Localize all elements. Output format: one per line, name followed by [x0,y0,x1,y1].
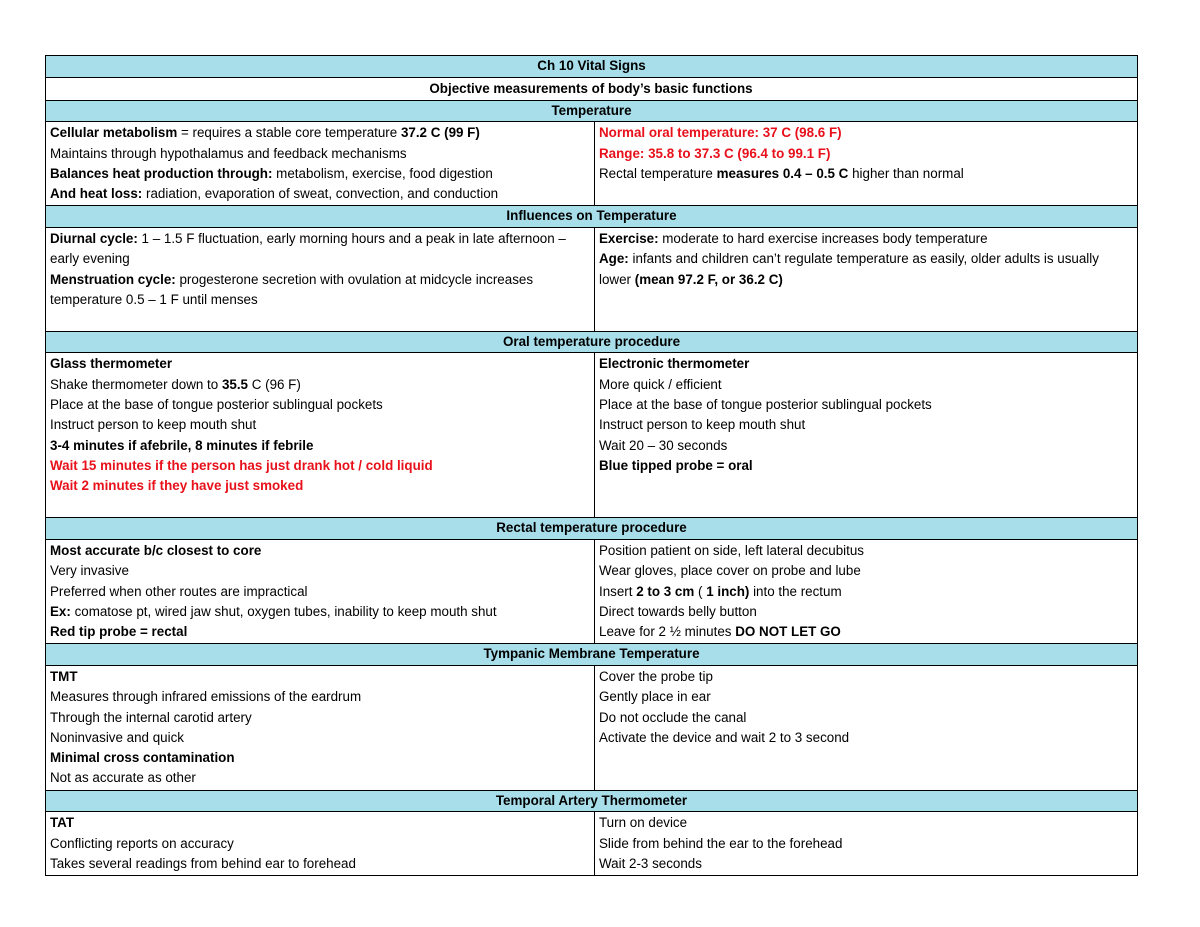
note-text: 37.2 C (99 F) [400,125,480,141]
note-text: Balances heat production through: [50,165,273,181]
note-text: 1 – 1.5 F fluctuation, early morning hours and a peak in late afternoon – early evening [50,230,566,267]
note-line [599,229,1132,249]
note-text: 35.5 [221,376,248,392]
temporal-artery-thermometer-right-cell [595,812,1138,876]
note-text: TAT [50,815,75,831]
note-line [50,622,589,642]
note-line [50,813,589,833]
tympanic-membrane-temperature-left-cell [46,665,595,790]
note-line [50,768,589,788]
temperature-right-cell [595,122,1138,206]
note-text: Menstruation cycle: [50,271,176,287]
note-line [50,144,589,164]
note-text: Range: 35.8 to 37.3 C (96.4 to 99.1 F) [599,145,831,161]
note-line [50,476,589,496]
note-line [599,456,1132,476]
section-header-row [46,790,1138,812]
section-header-row [46,100,1138,122]
note-line [599,602,1132,622]
note-text: Diurnal cycle: [50,230,138,246]
note-text: Shake thermometer down to [50,376,222,392]
note-line [50,164,589,184]
tympanic-membrane-temperature-right-cell [595,665,1138,790]
note-line [50,184,589,204]
note-line [50,834,589,854]
note-line [599,813,1132,833]
note-line [599,561,1132,581]
note-text: 2 to 3 cm [636,583,695,599]
note-text: And heat loss: [50,186,143,202]
note-line [599,144,1132,164]
note-line [50,687,589,707]
note-line [50,123,589,143]
note-text: Minimal cross contamination [50,750,235,766]
note-text: Place at the base of tongue posterior sublingual pockets [599,397,932,413]
section-header-temporal-artery-thermometer: Temporal Artery Thermometer [46,790,1138,812]
section-content-row [46,665,1138,790]
note-text: Place at the base of tongue posterior sublingual pockets [50,397,383,413]
note-text: infants and children can’t regulate temperature as easily, older adults is usually lower [599,251,1099,287]
section-content-row [46,812,1138,876]
note-line [599,436,1132,456]
section-header-row [46,331,1138,353]
note-text: (mean 97.2 F, or 36.2 C) [634,271,783,287]
note-text: 1 inch) [706,583,750,599]
note-text: metabolism, exercise, food digestion [272,165,493,181]
note-line [599,667,1132,687]
note-text: Wait 15 minutes if the person has just drank hot / cold liquid [50,457,433,473]
note-text: Normal oral temperature: 37 C (98.6 F) [599,125,842,141]
oral-temperature-procedure-right-cell [595,353,1138,518]
temperature-left-cell [46,122,595,206]
note-line [50,375,589,395]
oral-temperature-procedure-left-cell [46,353,595,518]
note-text: comatose pt, wired jaw shut, oxygen tubes, inability to keep mouth shut [70,603,497,619]
section-header-influences-on-temperature: Influences on Temperature [46,206,1138,228]
note-text: higher than normal [848,165,964,181]
note-line [599,834,1132,854]
section-content-row [46,539,1138,643]
vital-signs-table [45,55,1138,876]
section-content-row [46,353,1138,518]
note-text: Gently place in ear [599,689,711,705]
note-text: into the rectum [749,583,842,599]
section-header-tympanic-membrane-temperature: Tympanic Membrane Temperature [46,644,1138,666]
note-text: Instruct person to keep mouth shut [50,417,257,433]
note-text: Blue tipped probe = oral [599,457,753,473]
note-text: Position patient on side, left lateral decubitus [599,542,865,558]
note-text: = requires a stable core temperature [177,125,401,141]
rectal-temperature-procedure-left-cell [46,539,595,643]
note-text: Slide from behind the ear to the forehead [599,835,843,851]
note-text: 3-4 minutes if afebrile, 8 minutes if febrile [50,437,314,453]
note-line [599,622,1132,642]
note-text: Leave for 2 ½ minutes [599,624,736,640]
note-text: Activate the device and wait 2 to 3 second [599,729,850,745]
note-text: Turn on device [599,815,688,831]
note-text: Maintains through hypothalamus and feedback mechanisms [50,145,407,161]
note-line [599,582,1132,602]
note-line [599,395,1132,415]
section-header-row [46,518,1138,540]
section-header-row [46,644,1138,666]
note-text: Ex: [50,603,71,619]
note-line [50,667,589,687]
note-line [50,229,589,270]
note-line [50,354,589,374]
note-line [599,728,1132,748]
note-text: Wait 2-3 seconds [599,856,702,872]
note-text: Glass thermometer [50,356,173,372]
title-row [46,56,1138,78]
note-text: progesterone secretion with ovulation at midcycle increases temperature 0.5 – 1 F until menses [50,271,534,307]
note-line [599,249,1132,290]
note-line [50,728,589,748]
temporal-artery-thermometer-left-cell [46,812,595,876]
note-line [599,164,1132,184]
note-line [599,687,1132,707]
note-text: Instruct person to keep mouth shut [599,417,806,433]
section-header-temperature: Temperature [46,100,1138,122]
note-text: Wait 2 minutes if they have just smoked [50,478,304,494]
section-content-row [46,122,1138,206]
note-text: Noninvasive and quick [50,729,184,745]
document-subtitle: Objective measurements of body’s basic functions [46,77,1138,100]
note-text: Age: [599,251,629,267]
rectal-temperature-procedure-right-cell [595,539,1138,643]
note-line [50,456,589,476]
note-line [50,415,589,435]
section-header-oral-temperature-procedure: Oral temperature procedure [46,331,1138,353]
note-text: moderate to hard exercise increases body temperature [658,230,988,246]
note-line [50,602,589,622]
note-text: Insert [599,583,637,599]
note-text: Conflicting reports on accuracy [50,835,234,851]
section-content-row [46,227,1138,331]
note-line [599,708,1132,728]
note-text: Most accurate b/c closest to core [50,542,262,558]
note-text: Measures through infrared emissions of the eardrum [50,689,362,705]
document-title: Ch 10 Vital Signs [46,56,1138,78]
influences-on-temperature-left-cell [46,227,595,331]
subtitle-row [46,77,1138,100]
note-text: TMT [50,668,78,684]
note-text: DO NOT LET GO [735,624,841,640]
note-line [50,270,589,311]
note-line [50,582,589,602]
note-text: Through the internal carotid artery [50,709,252,725]
note-line [599,123,1132,143]
note-text: More quick / efficient [599,376,722,392]
note-text: radiation, evaporation of sweat, convection, and conduction [142,186,499,202]
note-text: Rectal temperature [599,165,717,181]
note-text: Preferred when other routes are impractical [50,583,308,599]
note-line [599,375,1132,395]
note-line [50,854,589,874]
note-text: Red tip probe = rectal [50,624,188,640]
note-text: Wear gloves, place cover on probe and lube [599,563,861,579]
note-text: Wait 20 – 30 seconds [599,437,728,453]
note-text: Electronic thermometer [599,356,750,372]
note-text: Cover the probe tip [599,668,713,684]
note-text: Takes several readings from behind ear to forehead [50,856,356,872]
note-text: Exercise: [599,230,659,246]
influences-on-temperature-right-cell [595,227,1138,331]
section-header-row [46,206,1138,228]
note-text: Not as accurate as other [50,770,196,786]
note-line [50,541,589,561]
note-text: Cellular metabolism [50,125,178,141]
note-text: measures 0.4 – 0.5 C [716,165,849,181]
note-line [50,708,589,728]
note-line [50,748,589,768]
note-line [599,854,1132,874]
note-text: Direct towards belly button [599,603,757,619]
note-text: ( [694,583,707,599]
note-text: Do not occlude the canal [599,709,747,725]
note-line [599,354,1132,374]
note-text: C (96 F) [248,376,301,392]
note-line [50,436,589,456]
note-line [599,415,1132,435]
note-line [50,395,589,415]
note-text: Very invasive [50,563,129,579]
section-header-rectal-temperature-procedure: Rectal temperature procedure [46,518,1138,540]
note-line [599,541,1132,561]
note-line [50,561,589,581]
